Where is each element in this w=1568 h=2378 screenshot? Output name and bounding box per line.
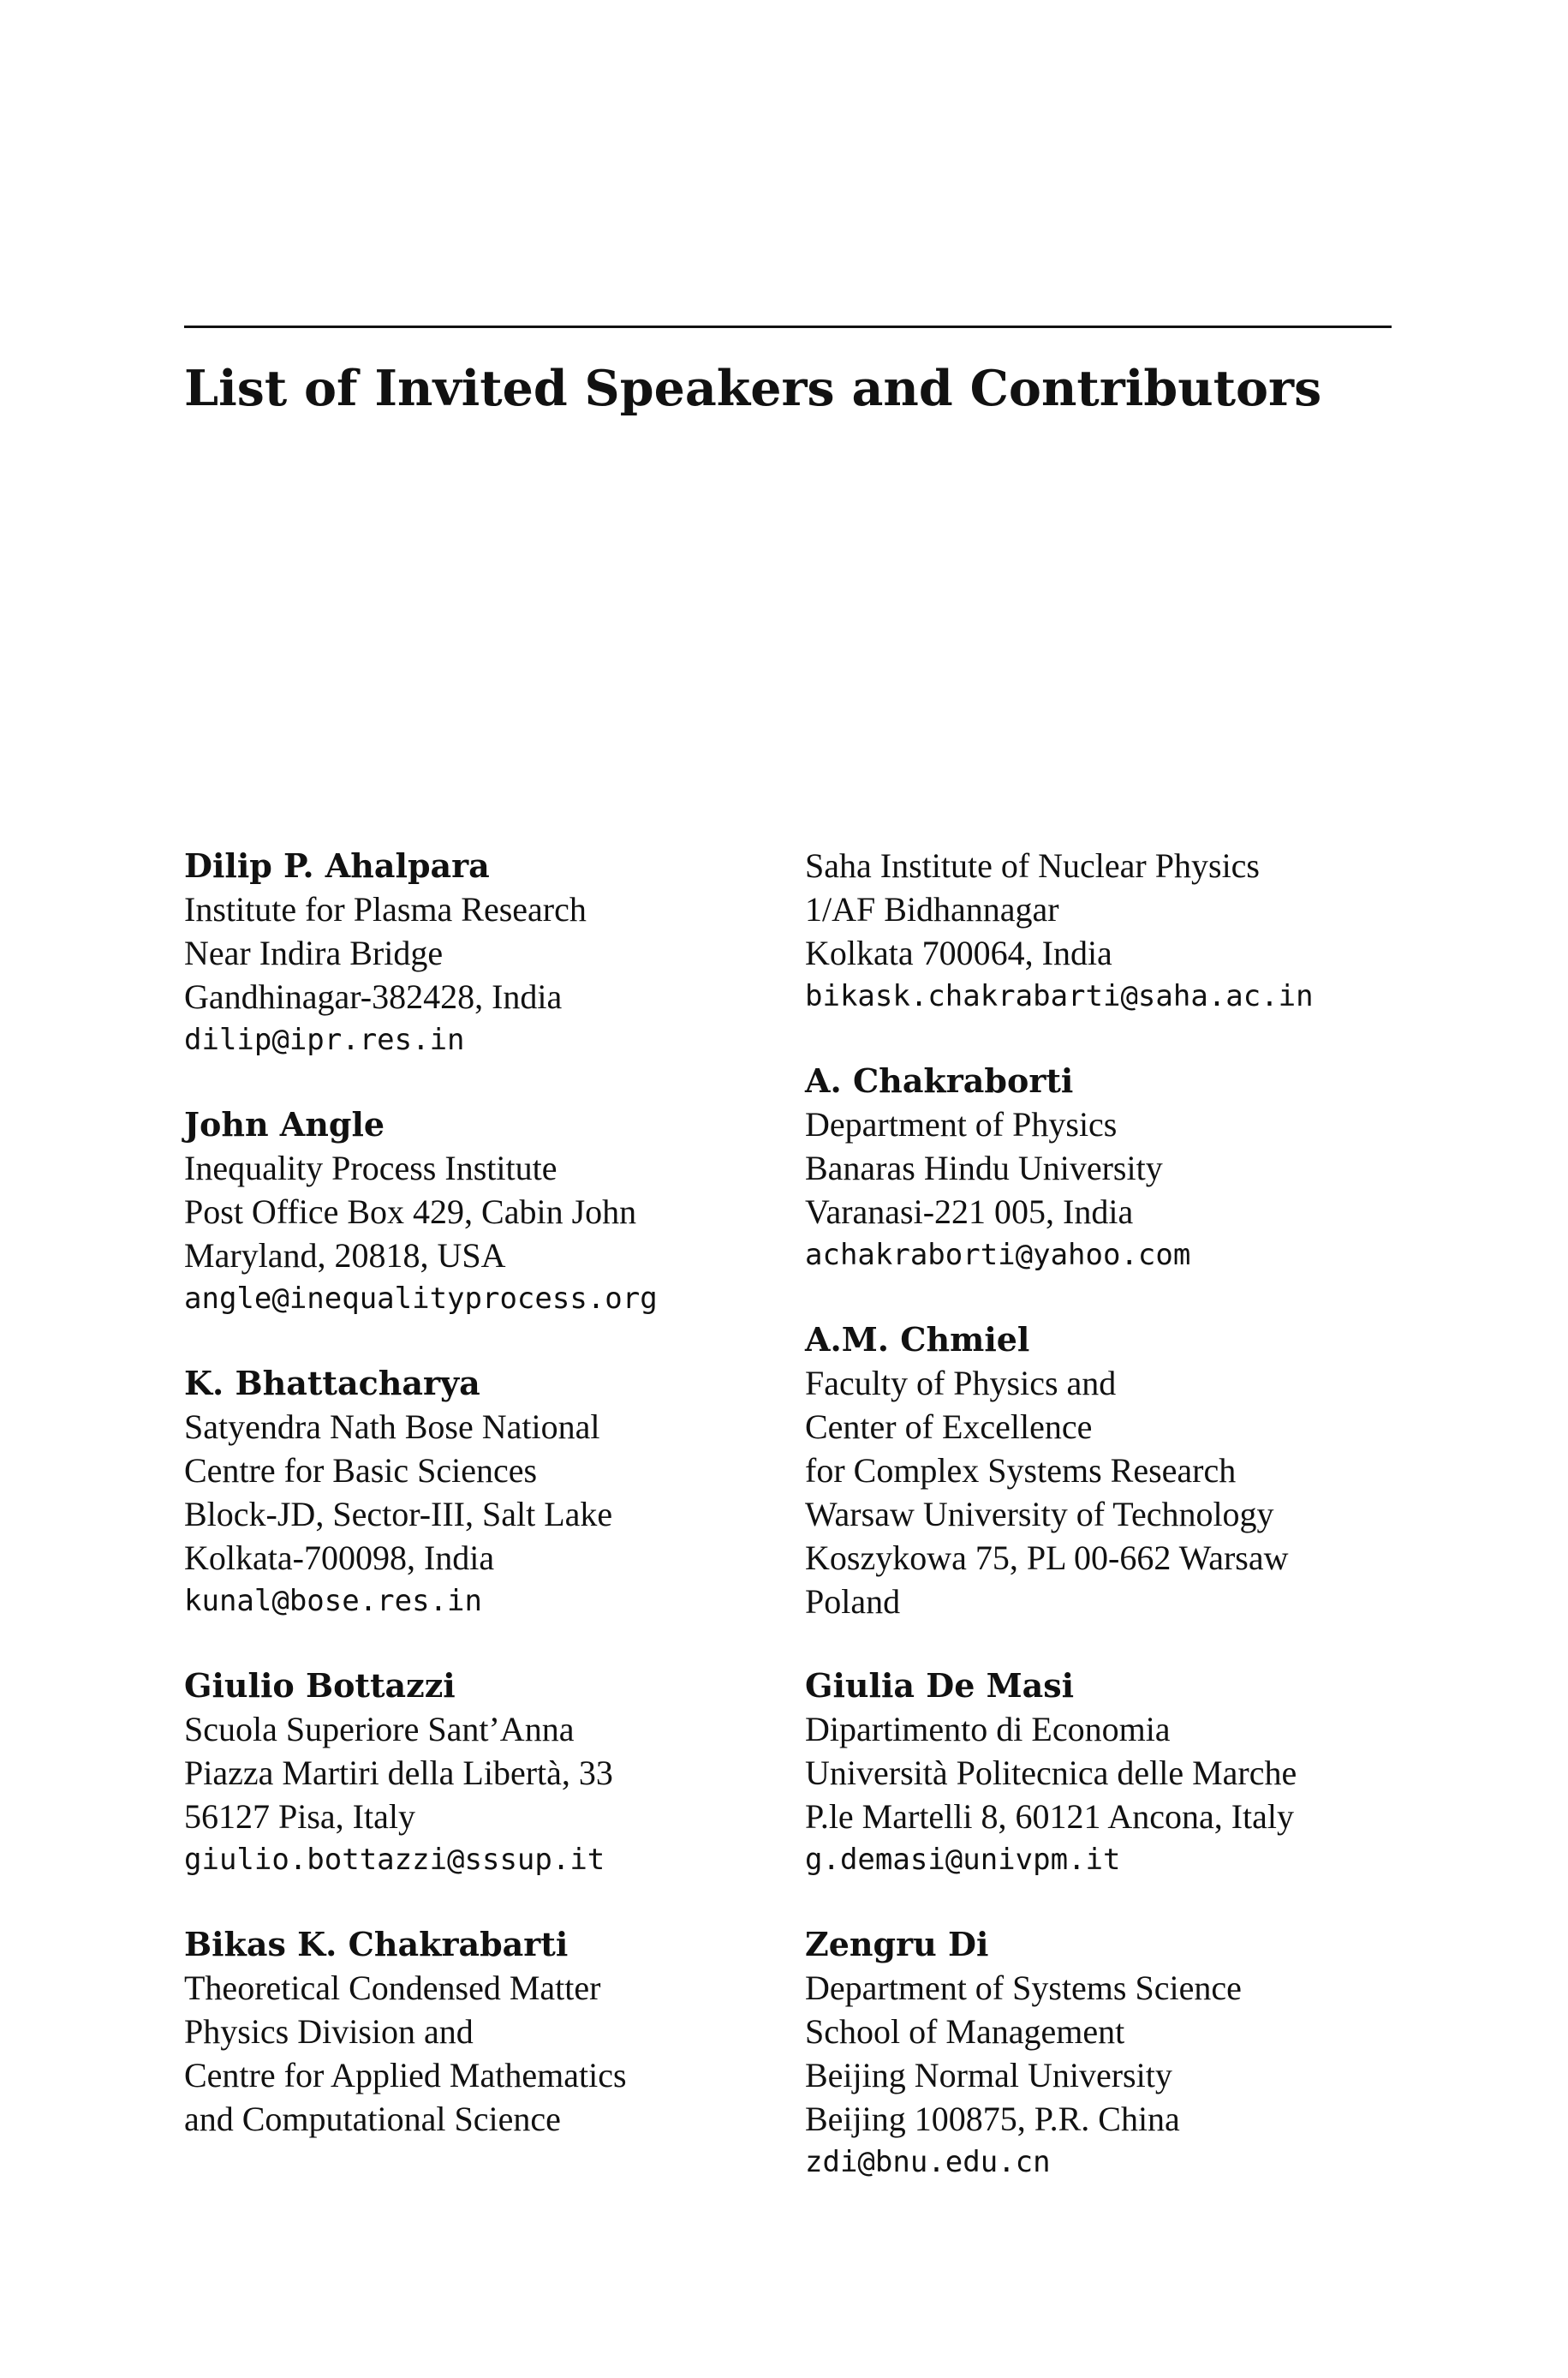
contributor-entry: [184, 844, 715, 1062]
contributor-entry: [805, 1664, 1387, 1882]
affiliation-line: Università Politecnica delle Marche: [805, 1754, 1297, 1792]
affiliation-line: Institute for Plasma Research: [184, 890, 587, 929]
affiliation-line: Beijing Normal University: [805, 2056, 1172, 2094]
contributor-entry: [805, 844, 1387, 1019]
affiliation-line: Banaras Hindu University: [805, 1149, 1163, 1187]
affiliation-line: Dipartimento di Economia: [805, 1710, 1171, 1748]
affiliation-line: Gandhinagar-382428, India: [184, 977, 563, 1016]
contributor-name: Zengru Di: [805, 1925, 989, 1963]
contributor-entry: [184, 1102, 715, 1321]
affiliation-line: and Computational Science: [184, 2100, 561, 2138]
contributor-name: Giulia De Masi: [805, 1666, 1075, 1705]
affiliation-line: Beijing 100875, P.R. China: [805, 2100, 1180, 2138]
contributor-name: A. Chakraborti: [805, 1061, 1074, 1100]
affiliation-line: Block-JD, Sector-III, Salt Lake: [184, 1495, 613, 1533]
affiliation-line: School of Management: [805, 2012, 1125, 2051]
affiliation-line: Department of Physics: [805, 1105, 1118, 1144]
affiliation-line: Saha Institute of Nuclear Physics: [805, 846, 1260, 885]
contributor-entry: [184, 1664, 715, 1882]
header-rule: [184, 326, 1392, 328]
affiliation-line: Inequality Process Institute: [184, 1149, 557, 1187]
contributor-email: giulio.bottazzi@sssup.it: [184, 1843, 605, 1877]
affiliation-line: for Complex Systems Research: [805, 1451, 1237, 1490]
contributor-email: g.demasi@univpm.it: [805, 1843, 1121, 1877]
affiliation-line: Warsaw University of Technology: [805, 1495, 1274, 1533]
right-column: [805, 844, 1387, 2225]
contributor-entry: [184, 1922, 715, 2141]
affiliation-line: Scuola Superiore Sant’Anna: [184, 1710, 575, 1748]
affiliation-line: Maryland, 20818, USA: [184, 1236, 506, 1275]
left-column: [184, 844, 715, 2181]
affiliation-line: Post Office Box 429, Cabin John: [184, 1192, 637, 1231]
contributor-entry: [805, 1317, 1387, 1623]
affiliation-line: Piazza Martiri della Libertà, 33: [184, 1754, 613, 1792]
affiliation-line: Poland: [805, 1582, 901, 1621]
affiliation-line: Near Indira Bridge: [184, 934, 444, 972]
affiliation-line: Theoretical Condensed Matter: [184, 1969, 601, 2007]
contributor-email: angle@inequalityprocess.org: [184, 1282, 658, 1316]
affiliation-line: Varanasi-221 005, India: [805, 1192, 1134, 1231]
affiliation-line: Satyendra Nath Bose National: [184, 1407, 600, 1446]
affiliation-line: Kolkata 700064, India: [805, 934, 1112, 972]
contributor-entry: [805, 1922, 1387, 2184]
contributor-email: dilip@ipr.res.in: [184, 1023, 465, 1057]
affiliation-line: Koszykowa 75, PL 00-662 Warsaw: [805, 1539, 1289, 1577]
contributor-name: Dilip P. Ahalpara: [184, 846, 490, 885]
affiliation-line: Kolkata-700098, India: [184, 1539, 495, 1577]
affiliation-line: Centre for Applied Mathematics: [184, 2056, 627, 2094]
page-title: List of Invited Speakers and Contributors: [184, 360, 1322, 417]
affiliation-line: Centre for Basic Sciences: [184, 1451, 538, 1490]
contributor-name: Giulio Bottazzi: [184, 1666, 456, 1705]
contributor-email: zdi@bnu.edu.cn: [805, 2145, 1051, 2179]
affiliation-line: Faculty of Physics and: [805, 1364, 1117, 1402]
affiliation-line: P.le Martelli 8, 60121 Ancona, Italy: [805, 1797, 1295, 1836]
contributor-entry: [805, 1059, 1387, 1277]
affiliation-line: Physics Division and: [184, 2012, 474, 2051]
affiliation-line: Center of Excellence: [805, 1407, 1093, 1446]
contributor-entry: [184, 1361, 715, 1623]
contributor-name: John Angle: [184, 1105, 385, 1144]
contributor-email: kunal@bose.res.in: [184, 1584, 482, 1618]
contributor-email: bikask.chakrabarti@saha.ac.in: [805, 979, 1314, 1013]
affiliation-line: Department of Systems Science: [805, 1969, 1242, 2007]
contributor-name: K. Bhattacharya: [184, 1364, 480, 1402]
contributor-name: Bikas K. Chakrabarti: [184, 1925, 569, 1963]
affiliation-line: 56127 Pisa, Italy: [184, 1797, 415, 1836]
contributor-email: achakraborti@yahoo.com: [805, 1238, 1191, 1272]
contributor-name: A.M. Chmiel: [805, 1320, 1030, 1359]
affiliation-line: 1/AF Bidhannagar: [805, 890, 1059, 929]
